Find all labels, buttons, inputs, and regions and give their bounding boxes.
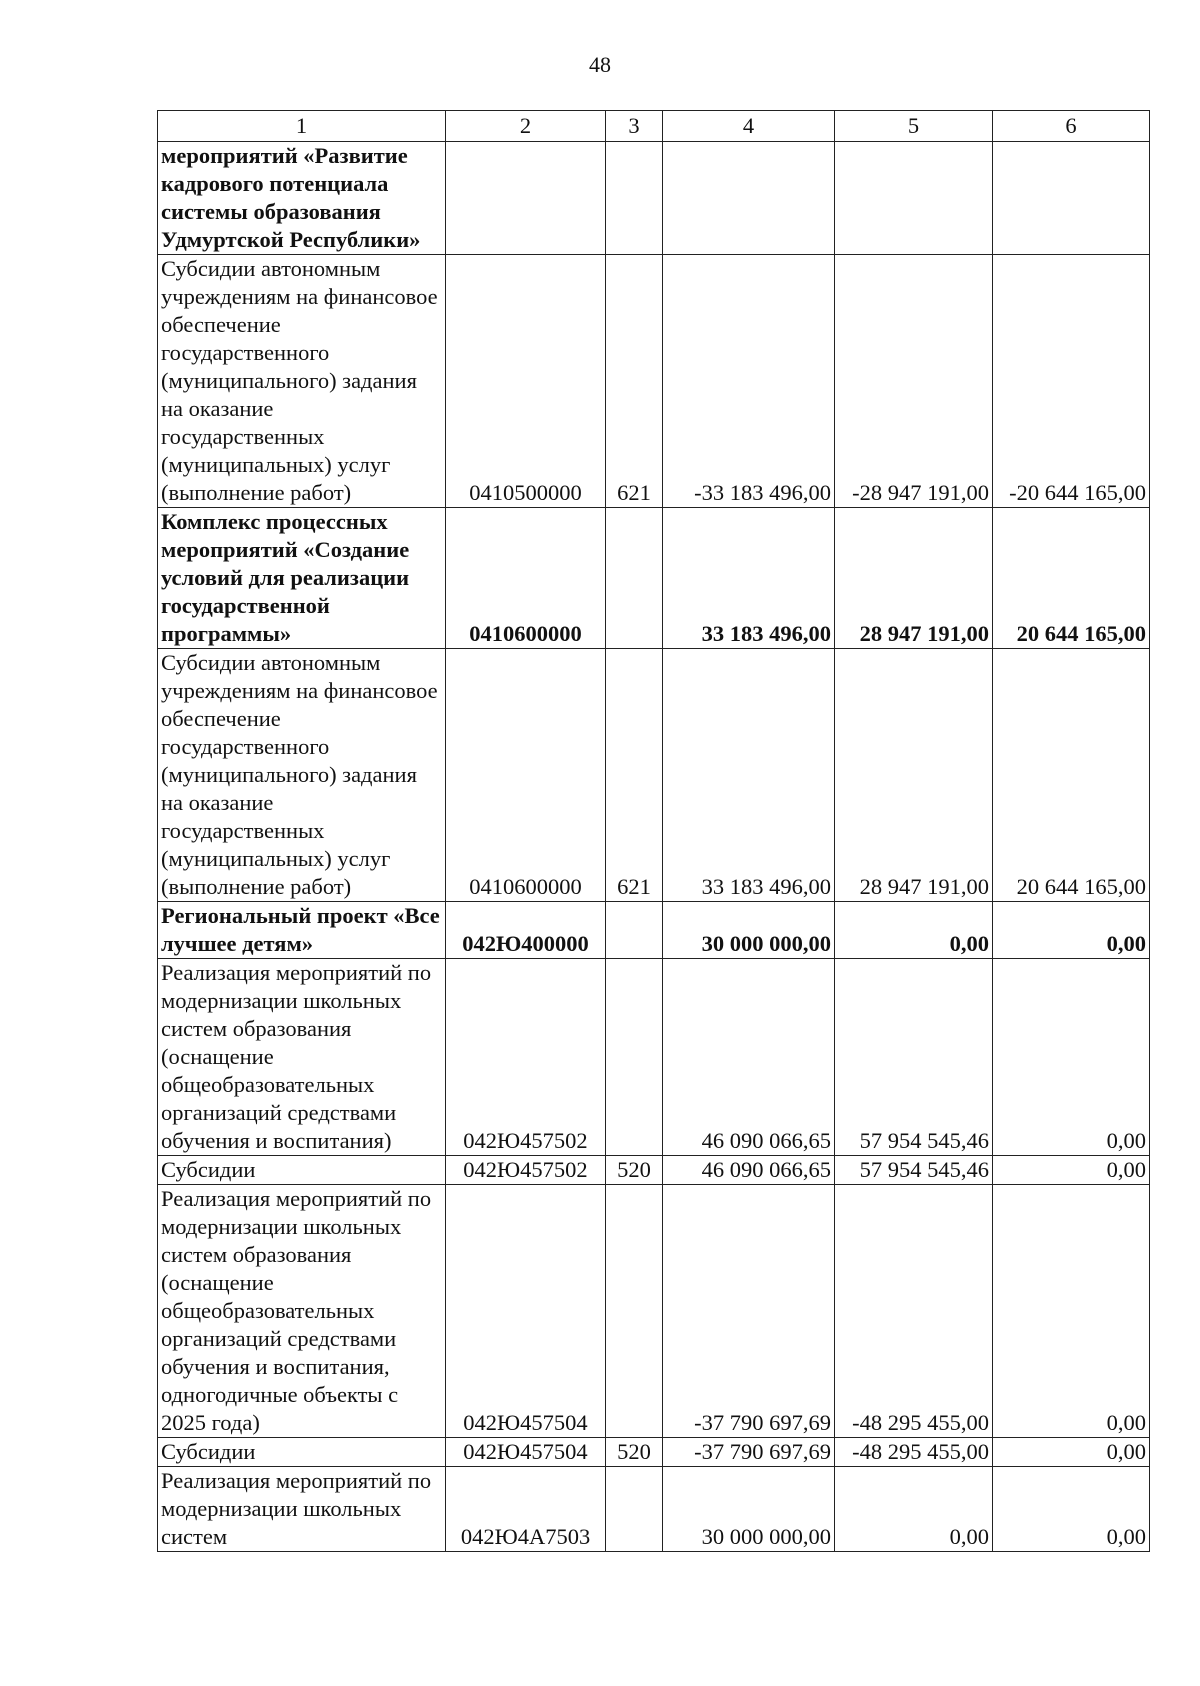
row-code: 042Ю457502 [446,1156,606,1185]
row-amount-col4: 33 183 496,00 [663,649,835,902]
row-amount-col6: 0,00 [993,959,1150,1156]
row-name: Субсидии автономным учреждениям на финансовое обеспечение государственного (муниципального) задания на оказание государственных (муниципальных) услуг (выполнение работ) [158,255,446,508]
row-name: мероприятий «Развитие кадрового потенциала системы образования Удмуртской Республики» [158,142,446,255]
row-amount-col5: 28 947 191,00 [835,649,993,902]
row-code: 042Ю457502 [446,959,606,1156]
row-amount-col4 [663,142,835,255]
row-amount-col5: -48 295 455,00 [835,1185,993,1438]
row-amount-col6: 0,00 [993,1156,1150,1185]
row-amount-col4: -37 790 697,69 [663,1438,835,1467]
table-row [158,959,1150,1156]
row-amount-col5: -28 947 191,00 [835,255,993,508]
row-amount-col6: 0,00 [993,902,1150,959]
row-expense-type: 621 [606,255,663,508]
row-name: Субсидии автономным учреждениям на финансовое обеспечение государственного (муниципального) задания на оказание государственных (муниципальных) услуг (выполнение работ) [158,649,446,902]
row-name: Субсидии [158,1156,446,1185]
row-code: 042Ю457504 [446,1185,606,1438]
row-amount-col4: 46 090 066,65 [663,1156,835,1185]
row-code: 0410600000 [446,649,606,902]
row-amount-col6: 0,00 [993,1438,1150,1467]
row-expense-type [606,1467,663,1552]
row-amount-col4: 33 183 496,00 [663,508,835,649]
row-name: Комплекс процессных мероприятий «Создание условий для реализации государственной программы» [158,508,446,649]
table-row [158,1438,1150,1467]
row-amount-col4: 46 090 066,65 [663,959,835,1156]
row-amount-col6: 0,00 [993,1185,1150,1438]
row-expense-type: 621 [606,649,663,902]
header-col-5: 5 [835,111,993,142]
header-col-6: 6 [993,111,1150,142]
row-expense-type [606,959,663,1156]
page-number: 48 [589,52,611,77]
row-code: 0410500000 [446,255,606,508]
table-row [158,1156,1150,1185]
row-name: Региональный проект «Все лучшее детям» [158,902,446,959]
row-name: Реализация мероприятий по модернизации школьных систем образования (оснащение общеобразовательных организаций средствами обучения и воспитания) [158,959,446,1156]
header-col-3: 3 [606,111,663,142]
row-expense-type [606,1185,663,1438]
row-amount-col6: 0,00 [993,1467,1150,1552]
row-amount-col5 [835,142,993,255]
row-expense-type: 520 [606,1156,663,1185]
row-amount-col5: 0,00 [835,1467,993,1552]
row-amount-col4: 30 000 000,00 [663,1467,835,1552]
table-row [158,1185,1150,1438]
row-amount-col4: -37 790 697,69 [663,1185,835,1438]
row-code: 042Ю457504 [446,1438,606,1467]
table-row [158,1467,1150,1552]
row-amount-col6: -20 644 165,00 [993,255,1150,508]
row-code: 042Ю4А7503 [446,1467,606,1552]
row-amount-col4: -33 183 496,00 [663,255,835,508]
row-amount-col6: 20 644 165,00 [993,649,1150,902]
row-amount-col6: 20 644 165,00 [993,508,1150,649]
row-code: 0410600000 [446,508,606,649]
row-expense-type: 520 [606,1438,663,1467]
budget-table [157,110,1150,1552]
row-amount-col5: 28 947 191,00 [835,508,993,649]
row-name: Реализация мероприятий по модернизации школьных систем [158,1467,446,1552]
table-row [158,255,1150,508]
header-col-1: 1 [158,111,446,142]
row-code: 042Ю400000 [446,902,606,959]
row-expense-type [606,508,663,649]
row-code [446,142,606,255]
row-name: Субсидии [158,1438,446,1467]
table-row [158,508,1150,649]
header-col-2: 2 [446,111,606,142]
row-amount-col6 [993,142,1150,255]
row-amount-col5: 0,00 [835,902,993,959]
row-name: Реализация мероприятий по модернизации школьных систем образования (оснащение общеобразовательных организаций средствами обучения и воспитания, одногодичные объекты с 2025 года) [158,1185,446,1438]
table-header-row [158,111,1150,142]
header-col-4: 4 [663,111,835,142]
row-expense-type [606,142,663,255]
row-amount-col5: -48 295 455,00 [835,1438,993,1467]
row-amount-col4: 30 000 000,00 [663,902,835,959]
table-row [158,902,1150,959]
row-expense-type [606,902,663,959]
row-amount-col5: 57 954 545,46 [835,959,993,1156]
table-row [158,142,1150,255]
row-amount-col5: 57 954 545,46 [835,1156,993,1185]
table-row [158,649,1150,902]
